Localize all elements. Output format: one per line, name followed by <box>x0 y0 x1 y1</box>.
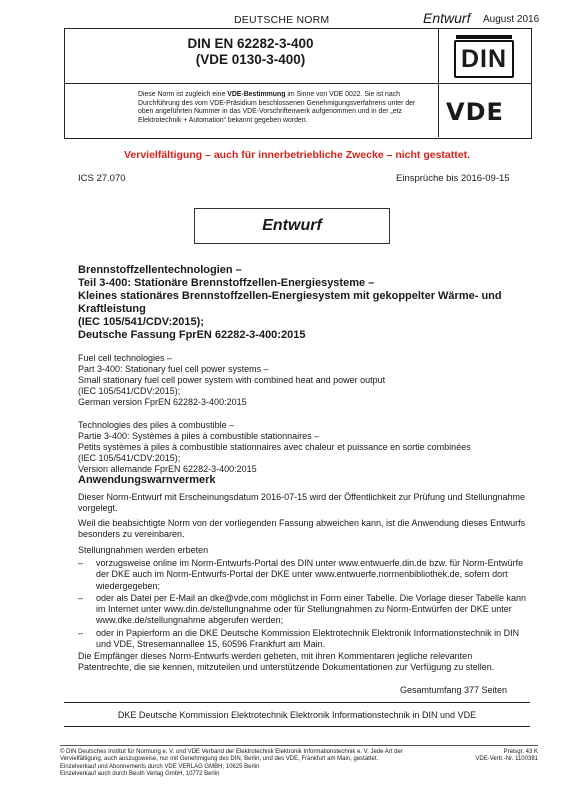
footer-legal <box>60 749 445 778</box>
list-item <box>78 558 528 592</box>
title-en-line: German version FprEN 62282-3-400:2015 <box>78 397 247 407</box>
issue-date: August 2016 <box>483 14 540 25</box>
divider <box>64 726 530 727</box>
draft-status-label: Entwurf <box>423 10 471 26</box>
din-logo-text: DIN <box>460 44 508 73</box>
list-item-text: vorzugsweise online im Norm-Entwurfs-Portal des DIN unter www.entwuerfe.din.de bzw. für Norm-Entwürfe der DKE auch im Norm-Entwurfs-Portal der DKE unter www.entwuerfe.normenbibliothek.de, sofern dort wiedergegeben; <box>96 558 524 591</box>
vde-notice-prefix: Diese Norm ist zugleich eine <box>138 91 228 98</box>
norm-type-label: DEUTSCHE NORM <box>234 14 330 26</box>
total-pages: Gesamtumfang 377 Seiten <box>400 685 508 695</box>
vde-notice <box>138 91 428 125</box>
title-de-line: Brennstoffzellentechnologien – <box>78 264 242 276</box>
title-en-line: (IEC 105/541/CDV:2015); <box>78 386 181 396</box>
list-item-text: oder als Datei per E-Mail an dke@vde.com möglichst in Form einer Tabelle. Die Vorlage dieser Tabelle kann im Internet unter www.din.de/stellungnahme oder für Stellungnahmen zu Norm-Entwürfen der DKE unter www.dke.de/stellungnahme abgerufen werden; <box>96 592 527 626</box>
list-item <box>78 593 528 627</box>
title-fr-line: Version allemande FprEN 62282-3-400:2015 <box>78 464 257 474</box>
copyright-notice: © DIN Deutsches Institut für Normung e. V. und VDE Verband der Elektrotechnik Elektronik Informationstechnik e. V. Jede Art der Vervielfältigung, auch auszugsweise, nur mit Genehmigung des DIN, Berlin, und des VDE, Frankfurt am Main, gestattet. <box>60 749 403 763</box>
sales-info-1: Einzelverkauf und Abonnements durch VDE VERLAG GMBH, 10625 Berlin <box>60 763 260 770</box>
vde-number: (VDE 0130-3-400) <box>195 52 306 67</box>
title-french <box>78 420 528 475</box>
comment-channel-list <box>78 558 528 651</box>
standard-designation <box>64 36 437 68</box>
warning-heading: Anwendungswarnvermerk <box>78 474 216 486</box>
title-fr-line: (IEC 105/541/CDV:2015); <box>78 453 181 463</box>
comments-requested: Stellungnahmen werden erbeten <box>78 545 209 555</box>
title-en-line: Small stationary fuel cell power system with combined heat and power output <box>78 375 386 385</box>
title-de-line: Kleines stationäres Brennstoffzellen-Energiesystem mit gekoppelter Wärme- und Kraftleistung <box>78 290 502 315</box>
title-fr-line: Petits systèmes à piles à combustible stationnaires avec chaleur et puissance en sortie combinées <box>78 442 471 452</box>
draft-label-box <box>194 208 390 244</box>
objection-deadline: Einsprüche bis 2016-09-15 <box>396 173 510 184</box>
warning-paragraph-1: Dieser Norm-Entwurf mit Erscheinungsdatum 2016-07-15 wird der Öffentlichkeit zur Prüfung und Stellungnahme vorgelegt. <box>78 492 526 514</box>
dash-marker: – <box>78 627 84 638</box>
title-de-line: Teil 3-400: Stationäre Brennstoffzellen-Energiesysteme – <box>78 277 375 289</box>
standard-number: DIN EN 62282-3-400 <box>187 36 314 51</box>
vde-order-number: VDE-Vertr.-Nr. 1100381 <box>475 756 538 763</box>
title-german <box>78 264 528 342</box>
patent-notice: Die Empfänger dieses Norm-Entwurfs werden gebeten, mit ihren Kommentaren jegliche relevanten Patentrechte, die sie kennen, mitzuteilen und unterstützende Dokumentationen zur Verfügung zu stellen. <box>78 651 495 673</box>
title-english <box>78 353 528 408</box>
title-fr-line: Technologies des piles à combustible – <box>78 420 235 430</box>
box-horizontal-divider <box>65 83 531 84</box>
title-en-line: Fuel cell technologies – <box>78 353 173 363</box>
draft-label: Entwurf <box>262 217 322 234</box>
reproduction-notice: Vervielfältigung – auch für innerbetriebliche Zwecke – nicht gestattet. <box>123 149 470 161</box>
price-group: Preisgr. 43 K <box>503 749 538 755</box>
title-de-line: (IEC 105/541/CDV:2015); <box>78 316 204 328</box>
vde-logo: VDE <box>446 98 504 126</box>
footer-divider <box>60 745 538 746</box>
dash-marker: – <box>78 592 84 603</box>
list-item-text: oder in Papierform an die DKE Deutsche Kommission Elektrotechnik Elektronik Informationstechnik in DIN und VDE, Stresemannallee 15, 60596 Frankfurt am Main. <box>96 627 520 650</box>
vde-notice-bold: VDE-Bestimmung <box>227 91 286 98</box>
title-de-line: Deutsche Fassung FprEN 62282-3-400:2015 <box>78 329 306 341</box>
divider <box>64 702 530 703</box>
title-fr-line: Partie 3-400: Systèmes à piles à combustible stationnaires – <box>78 431 320 441</box>
din-logo <box>454 40 514 78</box>
list-item <box>78 628 528 651</box>
sales-info-2: Einzelverkauf auch durch Beuth Verlag GmbH, 10772 Berlin <box>60 770 220 777</box>
warning-paragraph-2: Weil die beabsichtigte Norm von der vorliegenden Fassung abweichen kann, ist die Anwendung dieses Entwurfs besonders zu vereinbaren. <box>78 518 526 540</box>
ics-code: ICS 27.070 <box>78 173 126 184</box>
title-en-line: Part 3-400: Stationary fuel cell power systems – <box>78 364 269 374</box>
footer-price <box>458 749 538 764</box>
vde-notice-rest: im Sinne von VDE 0022. Sie ist nach Durchführung des vom VDE-Präsidium beschlossenen Genehmigungsverfahrens unter der oben angeführten Nummer in das VDE-Vorschriftenwerk aufgenommen und in der „etz Elektrotechnik + Automation“ bekannt gegeben worden. <box>138 91 416 124</box>
dke-line: DKE Deutsche Kommission Elektrotechnik Elektronik Informationstechnik in DIN und VDE <box>117 710 477 720</box>
dash-marker: – <box>78 558 84 568</box>
din-logo-bar <box>456 35 512 39</box>
